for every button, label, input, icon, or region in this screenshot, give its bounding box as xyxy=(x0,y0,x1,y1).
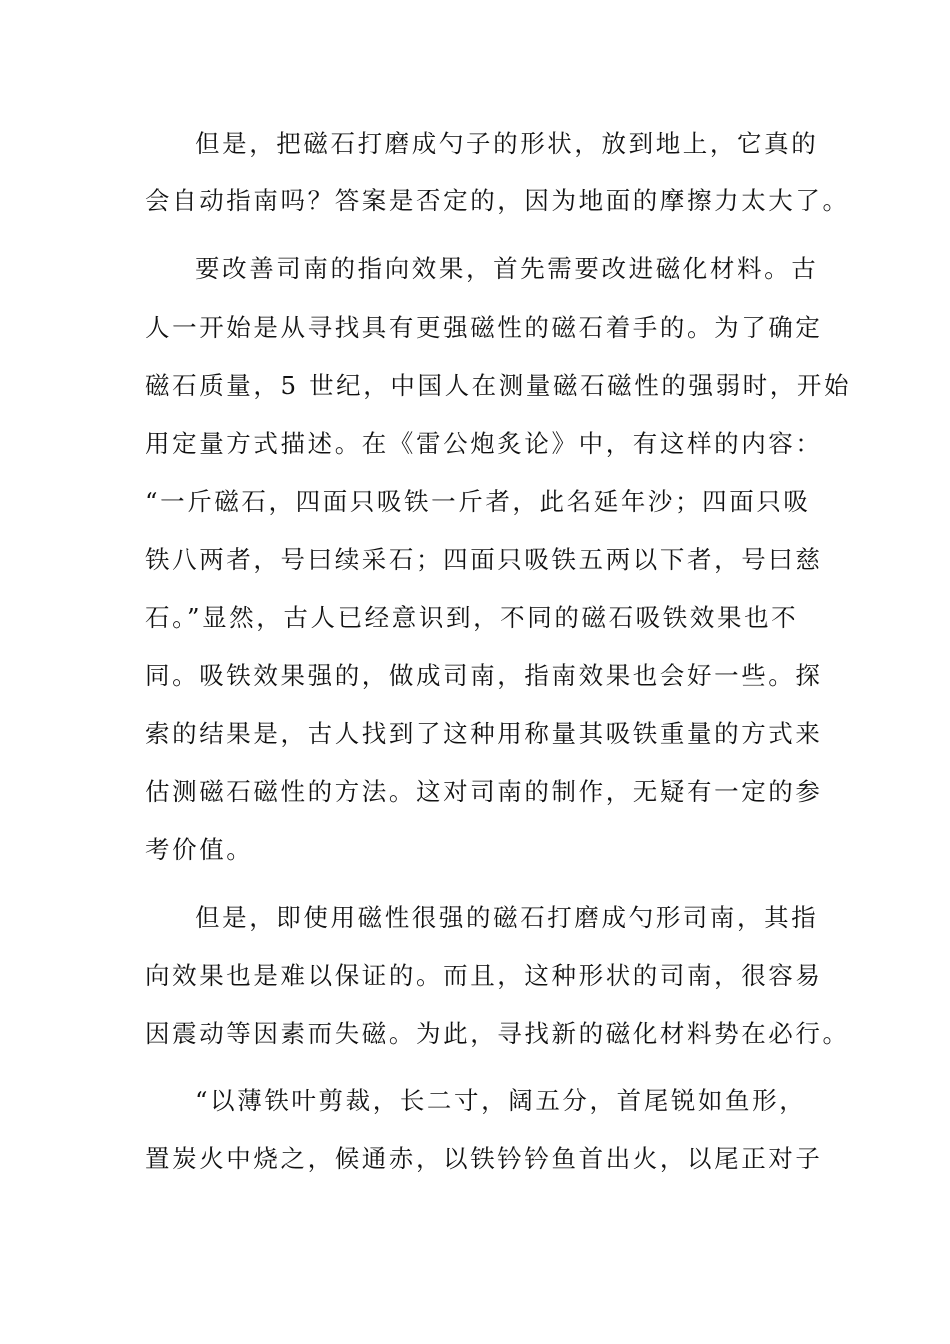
text-line: 磁石质量，5 世纪，中国人在测量磁石磁性的强弱时，开始 xyxy=(145,371,852,400)
text-line: 索的结果是，古人找到了这种用称量其吸铁重量的方式来 xyxy=(145,719,823,748)
text-line: 石。”显然，古人已经意识到，不同的磁石吸铁效果也不 xyxy=(145,603,799,632)
text-line: 但是，把磁石打磨成勺子的形状，放到地上，它真的 xyxy=(195,129,819,158)
text-line: 置炭火中烧之，候通赤，以铁钤钤鱼首出火，以尾正对子 xyxy=(145,1144,823,1173)
text-line: 人一开始是从寻找具有更强磁性的磁石着手的。为了确定 xyxy=(145,313,823,342)
text-line: “一斤磁石，四面只吸铁一斤者，此名延年沙；四面只吸 xyxy=(145,487,811,516)
text-line: 因震动等因素而失磁。为此，寻找新的磁化材料势在必行。 xyxy=(145,1019,850,1048)
text-line: 考价值。 xyxy=(145,835,254,864)
text-line: 用定量方式描述。在《雷公炮炙论》中，有这样的内容： xyxy=(145,429,823,458)
text-line: 要改善司南的指向效果，首先需要改进磁化材料。古 xyxy=(195,254,819,283)
text-line: 向效果也是难以保证的。而且，这种形状的司南，很容易 xyxy=(145,961,823,990)
text-line: 同。吸铁效果强的，做成司南，指南效果也会好一些。探 xyxy=(145,661,823,690)
text-line: 但是，即使用磁性很强的磁石打磨成勺形司南，其指 xyxy=(195,903,819,932)
text-line: 铁八两者，号曰续采石；四面只吸铁五两以下者，号曰慈 xyxy=(145,545,823,574)
text-line: 估测磁石磁性的方法。这对司南的制作，无疑有一定的参 xyxy=(145,777,823,806)
text-line: 会自动指南吗？答案是否定的，因为地面的摩擦力太大了。 xyxy=(145,186,850,215)
text-line: “以薄铁叶剪裁，长二寸，阔五分，首尾锐如鱼形， xyxy=(195,1086,807,1115)
